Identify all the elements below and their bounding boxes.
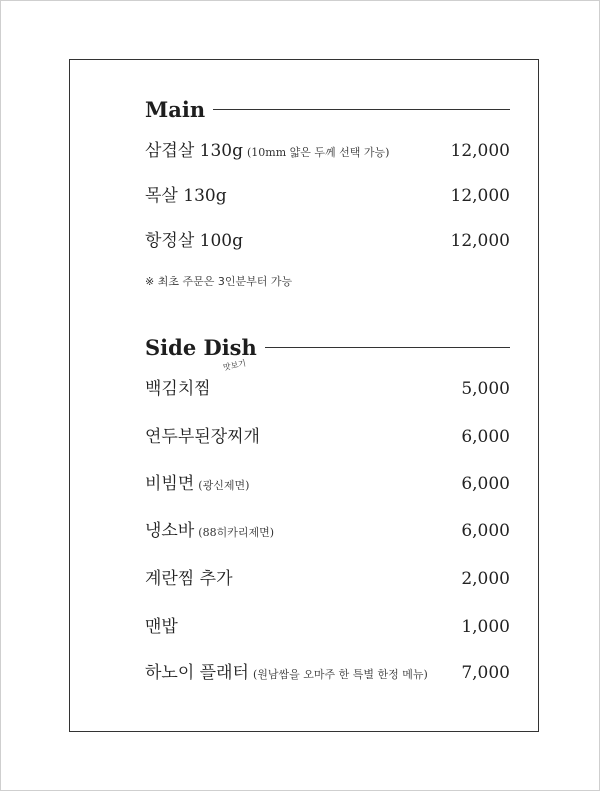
item-name: 목살 130g [145, 186, 227, 206]
main-section-rule [213, 109, 510, 110]
menu-item-hanoi-platter [145, 658, 510, 686]
item-price: 5,000 [461, 379, 510, 399]
handwritten-note: 맛보기 [222, 358, 247, 373]
item-price: 6,000 [461, 521, 510, 541]
item-name: 백김치찜 [145, 379, 211, 399]
menu-item-doenjangjjigae [145, 422, 510, 450]
item-note: (10mm 얇은 두께 선택 가능) [247, 146, 390, 159]
item-price: 12,000 [450, 141, 510, 161]
item-name: 냉소바 [145, 521, 195, 541]
item-price: 2,000 [461, 569, 510, 589]
main-section-header [145, 97, 510, 122]
menu-item-samgyeopsal [145, 136, 510, 164]
menu-item-hangjeongsal [145, 226, 510, 254]
item-name: 하노이 플래터 [145, 663, 249, 683]
item-price: 6,000 [461, 427, 510, 447]
item-name: 항정살 100g [145, 231, 243, 251]
item-note: (광신제면) [198, 479, 250, 492]
menu-item-naengsoba [145, 516, 510, 544]
main-footnote: ※ 최초 주문은 3인분부터 가능 [145, 275, 293, 288]
item-name: 계란찜 추가 [145, 569, 233, 589]
side-section-header [145, 335, 510, 360]
main-section-title: Main [145, 97, 206, 122]
item-note: (88히카리제면) [198, 526, 274, 539]
menu-item-gyeranjjim [145, 564, 510, 592]
item-name: 비빔면 [145, 474, 195, 494]
item-note: (원남쌈을 오마주 한 특별 한정 메뉴) [252, 668, 428, 681]
side-section-rule [265, 347, 510, 348]
item-name: 맨밥 [145, 617, 178, 637]
side-section-title: Side Dish [145, 335, 257, 360]
menu-item-moksal [145, 181, 510, 209]
item-price: 1,000 [461, 617, 510, 637]
menu-item-maenbap [145, 612, 510, 640]
item-price: 7,000 [461, 663, 510, 683]
menu-item-baekkimchijjim [145, 358, 510, 402]
item-price: 6,000 [461, 474, 510, 494]
item-name: 삼겹살 130g [145, 141, 243, 161]
item-price: 12,000 [450, 231, 510, 251]
item-name: 연두부된장찌개 [145, 427, 260, 447]
menu-item-bibimmyeon [145, 469, 510, 497]
item-price: 12,000 [450, 186, 510, 206]
